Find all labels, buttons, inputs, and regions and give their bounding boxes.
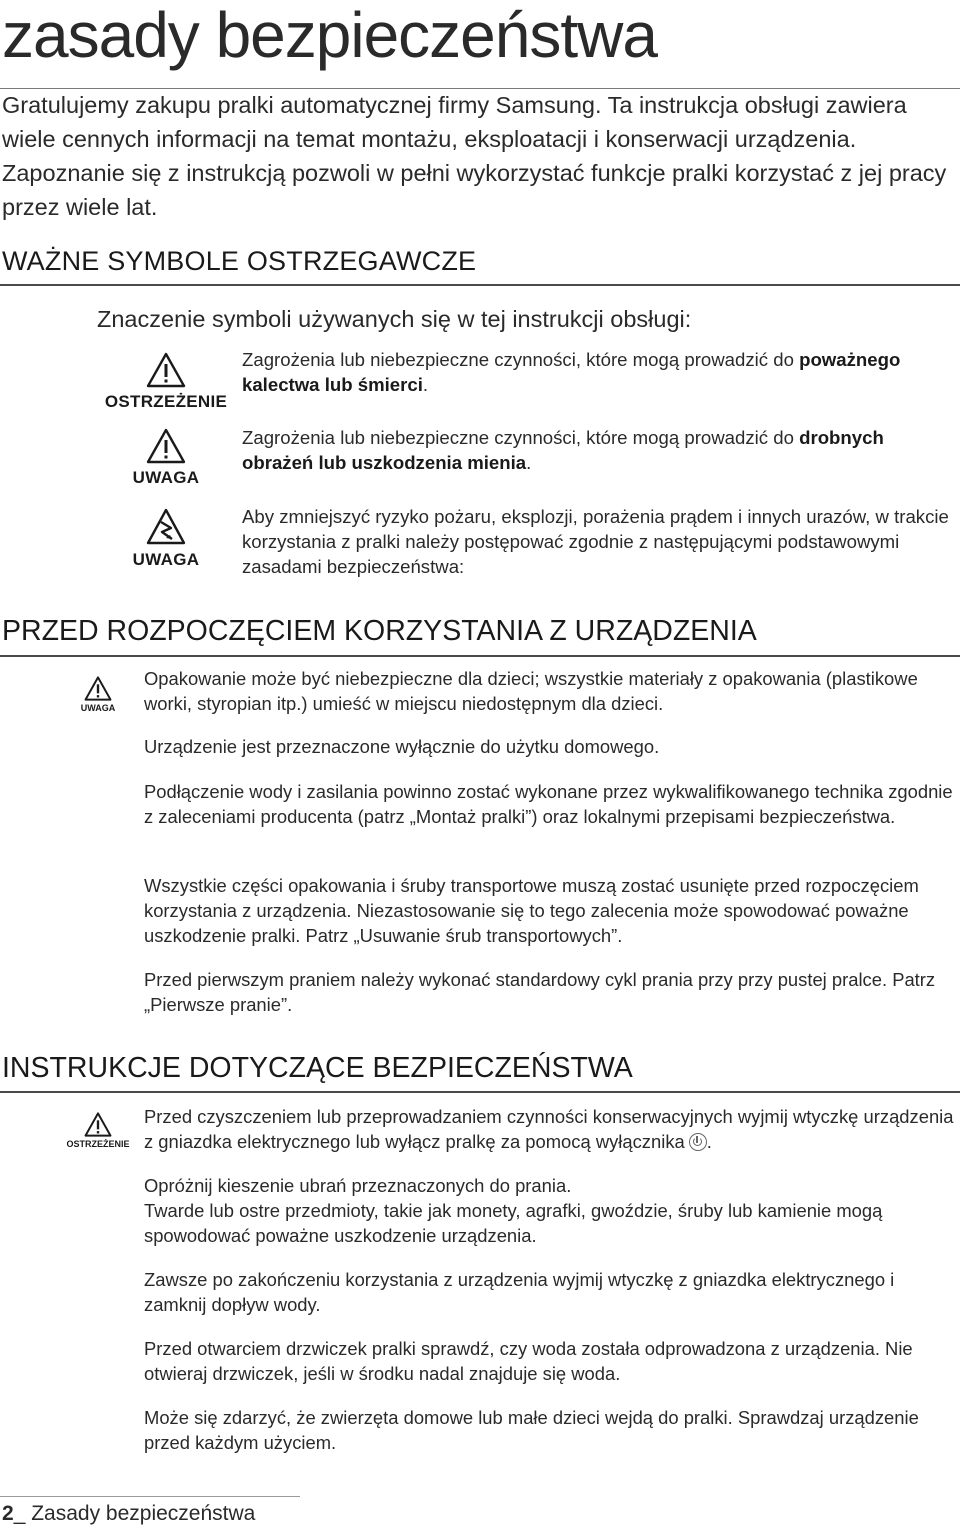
before-use-caution-caption: UWAGA [80, 703, 116, 713]
warning-symbol [96, 352, 236, 412]
power-button-icon [689, 1133, 707, 1151]
warning-emphasis: poważnego kalectwa lub śmierci [242, 349, 901, 395]
before-use-paragraph: Przed pierwszym praniem należy wykonać standardowy cykl prania przy przy pustej pralce. Patrz „Pierwsze pranie”. [144, 969, 936, 1015]
symbols-subheading: Znaczenie symboli używanych się w tej instrukcji obsługi: [97, 306, 692, 332]
symbols-heading: WAŻNE SYMBOLE OSTRZEGAWCZE [2, 246, 477, 276]
instructions-paragraph: Może się zdarzyć, że zwierzęta domowe lub małe dzieci wejdą do pralki. Sprawdzaj urządzenie przed każdym użyciem. [144, 1407, 919, 1453]
instructions-paragraph: Przed czyszczeniem lub przeprowadzaniem czynności konserwacyjnych wyjmij wtyczkę urządzenia z gniazdka elektrycznego lub wyłącz pralkę za pomocą wyłącznika . [144, 1106, 954, 1152]
instructions-paragraph: Przed otwarciem drzwiczek pralki sprawdź, czy woda została odprowadzona z urządzenia. Nie otwieraj drzwiczek, jeśli w środku nadal znajduje się woda. [144, 1338, 913, 1384]
intro-paragraph: Gratulujemy zakupu pralki automatycznej firmy Samsung. Ta instrukcja obsługi zawiera wiele cennych informacji na temat montażu, eksploatacji i konserwacji urządzenia. Zapoznanie się z instrukcją pozwoli w pełni wykorzystać funkcje pralki korzystać z jej pracy przez wiele lat. [2, 92, 947, 220]
before-use-paragraph: Urządzenie jest przeznaczone wyłącznie do użytku domowego. [144, 736, 660, 757]
instructions-warning-caption: OSTRZEŻENIE [66, 1139, 130, 1149]
before-use-paragraph: Wszystkie części opakowania i śruby transportowe muszą zostać usunięte przed rozpoczęciem korzystania z urządzenia. Niezastosowanie się to tego zalecenia może spowodować poważne uszkodzenie pralki. Patrz „Usuwanie śrub transportowych”. [144, 875, 919, 946]
caution-caption: UWAGA [132, 468, 200, 487]
caution-triangle-icon [146, 428, 186, 464]
warning-caption: OSTRZEŻENIE [104, 392, 228, 411]
electric-shock-triangle-icon [146, 508, 186, 546]
electric-caution-symbol [96, 508, 236, 570]
page-number: 2 [2, 1502, 14, 1525]
instructions-heading-rule [0, 1091, 960, 1093]
footer-rule [0, 1496, 300, 1497]
instructions-paragraph: Zawsze po zakończeniu korzystania z urządzenia wyjmij wtyczkę z gniazdka elektrycznego i zamknij dopływ wody. [144, 1269, 895, 1315]
instructions-paragraph: Opróżnij kieszenie ubrań przeznaczonych do prania. Twarde lub ostre przedmioty, takie jak monety, agrafki, gwoździe, śruby lub kamienie mogą spowodować poważne uszkodzenie urządzenia. [144, 1175, 883, 1246]
before-use-paragraph: Opakowanie może być niebezpieczne dla dzieci; wszystkie materiały z opakowania (plastikowe worki, styropian itp.) umieść w miejscu niedostępnym dla dzieci. [144, 668, 918, 714]
warning-triangle-icon [84, 1112, 112, 1137]
footer-section-name: Zasady bezpieczeństwa [31, 1502, 256, 1525]
page-title: zasady bezpieczeństwa [2, 0, 657, 71]
caution-emphasis: drobnych obrażeń lub uszkodzenia mienia [242, 427, 884, 473]
instructions-warning-symbol [62, 1112, 134, 1149]
warning-description: Zagrożenia lub niebezpieczne czynności, które mogą prowadzić do poważnego kalectwa lub śmierci. [242, 349, 901, 395]
symbols-heading-rule [0, 284, 960, 286]
caution-description: Zagrożenia lub niebezpieczne czynności, które mogą prowadzić do drobnych obrażeń lub uszkodzenia mienia. [242, 427, 884, 473]
before-use-heading-rule [0, 655, 960, 657]
instructions-heading: INSTRUKCJE DOTYCZĄCE BEZPIECZEŃSTWA [2, 1052, 633, 1084]
before-use-caution-symbol [62, 676, 134, 713]
caution-triangle-icon [84, 676, 112, 701]
before-use-heading: PRZED ROZPOCZĘCIEM KORZYSTANIA Z URZĄDZENIA [2, 615, 757, 647]
page-footer: 2_ Zasady bezpieczeństwa [2, 1502, 256, 1525]
caution-symbol [96, 428, 236, 488]
electric-caution-caption: UWAGA [132, 550, 200, 569]
warning-triangle-icon [146, 352, 186, 388]
before-use-paragraph: Podłączenie wody i zasilania powinno zostać wykonane przez wykwalifikowanego technika zgodnie z zaleceniami producenta (patrz „Montaż pralki”) oraz lokalnymi przepisami bezpieczeństwa. [144, 781, 953, 827]
electric-caution-description: Aby zmniejszyć ryzyko pożaru, eksplozji, porażenia prądem i innych urazów, w trakcie korzystania z pralki należy postępować zgodnie z następującymi podstawowymi zasadami bezpieczeństwa: [242, 506, 949, 577]
